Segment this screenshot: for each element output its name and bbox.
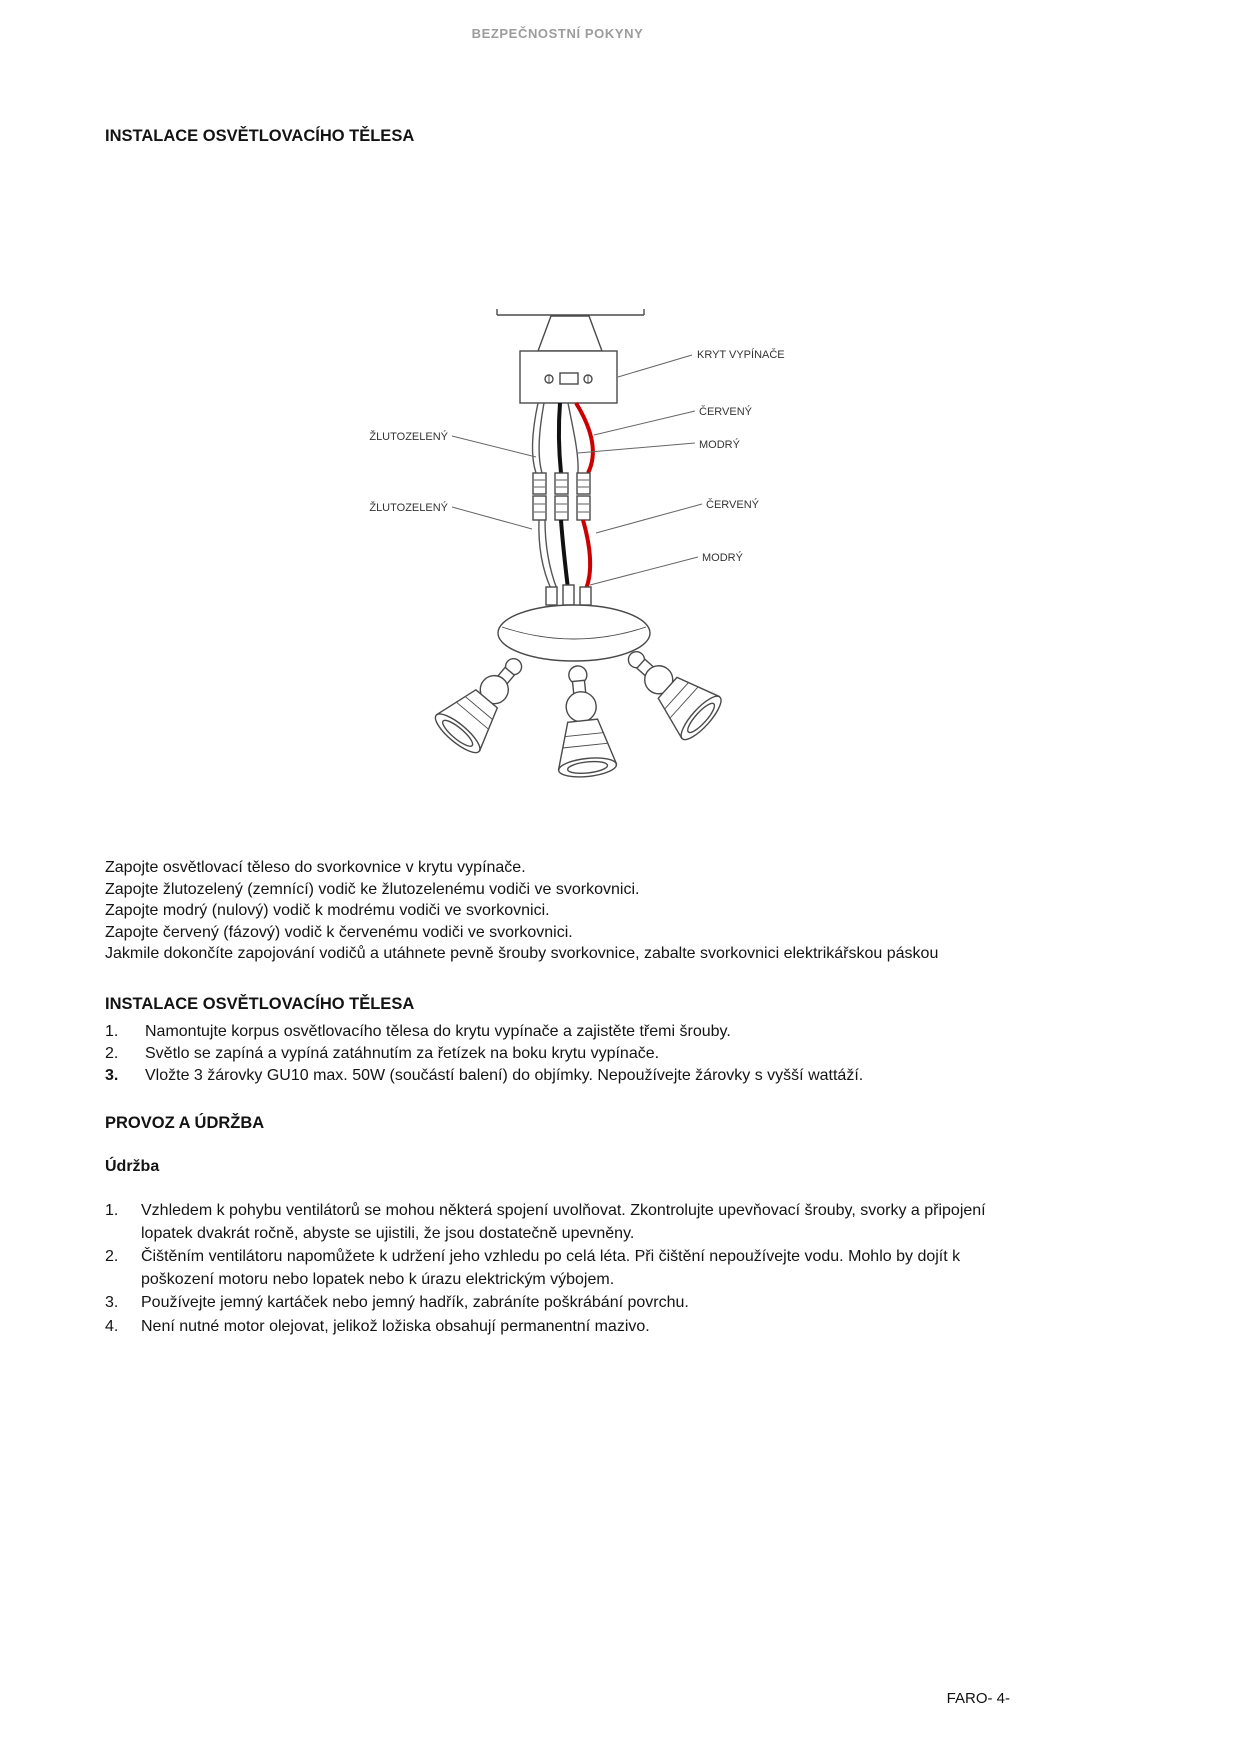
label-switch-cover: KRYT VYPÍNAČE — [697, 349, 785, 361]
pointer-blue-bottom — [590, 557, 698, 585]
maintenance-item-text: Vzhledem k pohybu ventilátorů se mohou některá spojení uvolňovat. Zkontrolujte upevňovací šrouby, svorky a připojení lopatek dvakrát ročně, abyste se ujistili, že jsou dostatečně upevněny. — [141, 1202, 986, 1242]
install-step-number: 3. — [105, 1067, 119, 1084]
wiring-line: Jakmile dokončíte zapojování vodičů a utáhnete pevně šrouby svorkovnice, zabalte svorkovnici elektrikářskou páskou — [105, 945, 939, 962]
wiring-line: Zapojte žlutozelený (zemnící) vodič ke žlutozelenému vodiči ve svorkovnici. — [105, 880, 640, 898]
label-blue-bottom: MODRÝ — [702, 552, 743, 564]
maintenance-item-number: 4. — [105, 1317, 119, 1335]
pointer-blue-top — [578, 443, 695, 453]
install-step-text: Světlo se zapíná a vypíná zatáhnutím za řetízek na boku krytu vypínače. — [145, 1045, 660, 1062]
page-footer: FARO- 4- — [946, 1690, 1010, 1707]
pointer-switch-cover — [618, 355, 692, 377]
page-header: BEZPEČNOSTNÍ POKYNY — [471, 26, 644, 41]
wiring-line: Zapojte osvětlovací těleso do svorkovnice v krytu vypínače. — [105, 859, 526, 876]
label-red-top: ČERVENÝ — [699, 406, 752, 418]
section-title-operation: PROVOZ A ÚDRŽBA — [105, 1114, 265, 1132]
wiring-line: Zapojte modrý (nulový) vodič k modrému vodiči ve svorkovnici. — [105, 902, 550, 919]
maintenance-list — [105, 1200, 1010, 1338]
mounting-bracket — [538, 316, 602, 351]
maintenance-item-text: Používejte jemný kartáček nebo jemný hadřík, zabráníte poškrábání povrchu. — [141, 1294, 689, 1311]
section-title-installation: INSTALACE OSVĚTLOVACÍHO TĚLESA — [105, 995, 415, 1013]
install-step-text: Vložte 3 žárovky GU10 max. 50W (součástí balení) do objímky. Nepoužívejte žárovky s vyšší wattáží. — [145, 1067, 864, 1084]
install-step-text: Namontujte korpus osvětlovacího tělesa do krytu vypínače a zajistěte třemi šrouby. — [145, 1023, 731, 1040]
wires-upper — [532, 403, 593, 473]
canopy-wire-entries — [546, 585, 591, 605]
maintenance-item — [105, 1292, 1010, 1315]
label-blue-top: MODRÝ — [699, 439, 740, 451]
maintenance-subtitle: Údržba — [105, 1158, 160, 1175]
pointer-red-bottom — [596, 504, 702, 533]
installation-section — [105, 995, 1010, 1087]
install-step-number: 1. — [105, 1023, 119, 1040]
pointer-yellow-green-top — [452, 436, 536, 457]
ceiling-line — [497, 309, 644, 315]
pointer-red-top — [594, 411, 695, 435]
switch-cover-box — [520, 351, 617, 403]
maintenance-item-text: Není nutné motor olejovat, jelikož ložiska obsahují permanentní mazivo. — [141, 1317, 650, 1335]
label-red-bottom: ČERVENÝ — [706, 499, 759, 511]
section-title-wiring: INSTALACE OSVĚTLOVACÍHO TĚLESA — [105, 127, 415, 145]
spotlight-middle — [548, 663, 617, 779]
wiring-instructions — [105, 857, 1010, 965]
install-step — [105, 1043, 1010, 1065]
install-step — [105, 1065, 1010, 1087]
install-step-number: 2. — [105, 1045, 119, 1062]
maintenance-item-number: 1. — [105, 1202, 119, 1219]
label-yellow-green-top: ŽLUTOZELENÝ — [369, 431, 448, 443]
maintenance-item — [105, 1246, 1010, 1291]
terminal-blocks — [533, 473, 590, 520]
wiring-diagram-svg — [352, 303, 822, 828]
operation-section — [105, 1114, 1010, 1339]
maintenance-item-text: Čištěním ventilátoru napomůžete k udržení jeho vzhledu po celá léta. Při čištění nepoužívejte vodu. Mohlo by dojít k poškození motoru nebo lopatek nebo k úrazu elektrickým výbojem. — [141, 1248, 961, 1288]
wiring-line: Zapojte červený (fázový) vodič k červenému vodiči ve svorkovnici. — [105, 923, 573, 941]
maintenance-item-number: 3. — [105, 1294, 119, 1311]
wiring-diagram — [352, 303, 822, 833]
maintenance-item — [105, 1200, 1010, 1245]
spotlight-left — [430, 643, 540, 759]
label-yellow-green-bottom: ŽLUTOZELENÝ — [369, 502, 448, 514]
maintenance-item-number: 2. — [105, 1248, 119, 1265]
pointer-yellow-green-bottom — [452, 507, 532, 529]
install-step — [105, 1021, 1010, 1043]
fixture-canopy — [498, 605, 650, 661]
maintenance-item — [105, 1316, 1010, 1339]
wires-lower — [539, 520, 590, 589]
